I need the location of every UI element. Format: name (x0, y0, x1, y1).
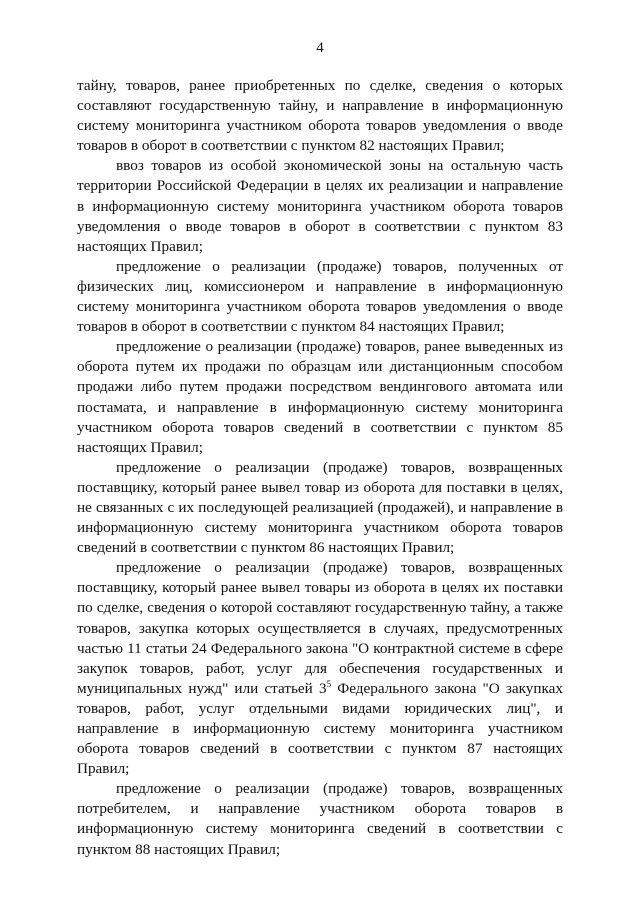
superscript-marker: 5 (326, 678, 332, 689)
paragraph-import-from-sez: ввоз товаров из особой экономической зоны на остальную часть территории Российской Федерации в целях их реализации и направление в информационную систему мониторинга участником оборота товаров уведомления о вводе товаров в оборот в соответствии с пунктом 83 настоящих Правил; (77, 157, 563, 255)
paragraph-text-part: Федерального закона "О закупках товаров, работ, услуг отдельными видами юридических лиц", и направление в информационную систему мониторинга участником оборота товаров сведений в соответствии с пунктом 87 настоящих Правил; (77, 679, 563, 778)
paragraph-commission-sale: предложение о реализации (продаже) товаров, полученных от физических лиц, комиссионером и направление в информационную систему мониторинга участником оборота товаров уведомления о вводе товаров в оборот в соответствии с пунктом 84 настоящих Правил; (77, 257, 563, 336)
page-number: 4 (316, 40, 324, 56)
document-body (77, 76, 563, 860)
paragraph-supplier-return: предложение о реализации (продаже) товаров, возвращенных поставщику, который ранее вывел товар из оборота для поставки в целях, не связанных с их последующей реализацией (продажей), и направление в информационную систему мониторинга участником оборота товаров сведений в соответствии с пунктом 86 настоящих Правил; (77, 458, 563, 557)
paragraph-text-part: предложение о реализации (продаже) товаров, возвращенных поставщику, который ранее вывел товары из оборота в целях их поставки по сделке, сведения о которой составляют государственную тайну, а также товаров, закупка которых осуществляется в случаях, предусмотренных частью 11 статьи 24 Федерального закона "О контрактной системе в сфере закупок товаров, работ, услуг для обеспечения государственных и муниципальных нужд" или статьей 3 (77, 559, 563, 697)
paragraph-continuation: тайну, товаров, ранее приобретенных по сделке, сведения о которых составляют государственную тайну, и направление в информационную систему мониторинга участником оборота товаров уведомления о вводе товаров в оборот в соответствии с пунктом 82 настоящих Правил; (77, 77, 563, 155)
paragraph-consumer-return: предложение о реализации (продаже) товаров, возвращенных потребителем, и направление участником оборота товаров в информационную систему мониторинга сведений в соответствии с пунктом 88 настоящих Правил; (77, 780, 563, 858)
paragraph-state-secret-return (77, 558, 563, 779)
paragraph-distance-sale-return: предложение о реализации (продаже) товаров, ранее выведенных из оборота путем их продажи по образцам или дистанционным способом продажи либо путем продажи посредством вендингового автомата или постамата, и направление в информационную систему мониторинга участником оборота товаров сведений в соответствии с пунктом 85 настоящих Правил; (77, 338, 563, 456)
